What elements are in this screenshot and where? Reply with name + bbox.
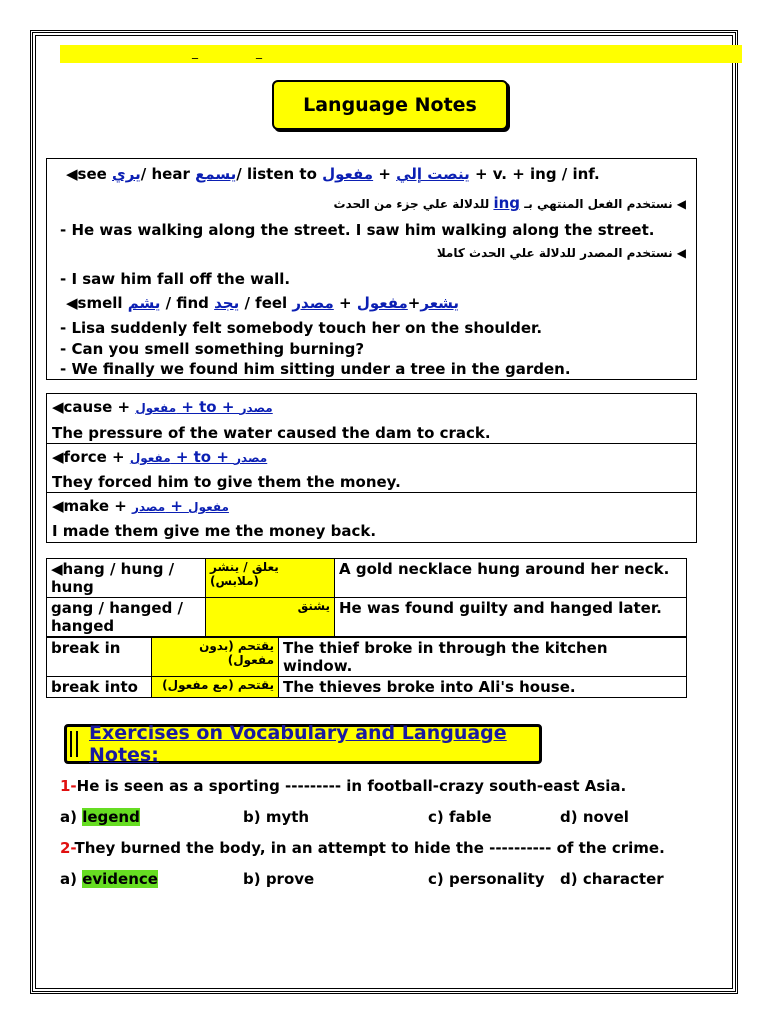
arabic-text: للدلالة علي جزء من الحدث: [333, 197, 494, 211]
question-1: [60, 777, 626, 795]
table-row: [47, 677, 687, 698]
arabic-text: يجد: [214, 294, 240, 312]
example-line: - I saw him fall off the wall.: [60, 270, 291, 288]
hang-table: [46, 558, 687, 637]
arabic-text: مصدر: [234, 451, 268, 465]
arabic-text: مفعول: [129, 451, 171, 465]
note-text: ◀force +: [52, 448, 130, 466]
note-text: ◀see: [66, 165, 113, 183]
table-row: [47, 559, 687, 598]
verb-cell: ◀hang / hung / hung: [47, 559, 206, 598]
arabic-note-line: [334, 194, 686, 213]
example-line: I made them give me the money back.: [52, 522, 377, 540]
ing-suffix: ing: [493, 194, 521, 212]
page-title: Language Notes: [272, 80, 508, 130]
note-text: / feel: [239, 294, 293, 312]
break-table: [46, 637, 687, 698]
header-strip: [60, 45, 742, 63]
note-text: ◀smell: [66, 294, 128, 312]
note-line: [52, 497, 229, 516]
meaning-cell: يشنق: [206, 598, 335, 637]
example-cell: The thief broke in through the kitchen window.: [279, 638, 687, 677]
arabic-text: ◀ نستخدم الفعل المنتهي بـ: [520, 197, 686, 211]
correct-answer: legend: [82, 808, 140, 826]
arabic-text: مصدر: [132, 500, 166, 514]
meaning-cell: يقتحم (بدون مفعول): [152, 638, 279, 677]
arabic-text: يسمع: [195, 165, 237, 183]
arabic-text: يري: [112, 165, 141, 183]
example-cell: A gold necklace hung around her neck.: [335, 559, 687, 598]
example-line: - Can you smell something burning?: [60, 340, 365, 358]
header-dash: _: [192, 45, 198, 59]
option-b[interactable]: b) prove: [243, 870, 315, 888]
arabic-text: مفعول: [135, 401, 177, 415]
note-text: + to +: [170, 448, 235, 466]
arabic-text: ينصت إلي: [396, 165, 470, 183]
example-line: - We finally we found him sitting under a tree in the garden.: [60, 360, 571, 378]
correct-answer: evidence: [82, 870, 158, 888]
arabic-text: مفعول: [322, 165, 374, 183]
verb-cell: break into: [47, 677, 152, 698]
verb-cell: break in: [47, 638, 152, 677]
question-text: He is seen as a sporting --------- in football-crazy south-east Asia.: [76, 777, 627, 795]
example-line: - He was walking along the street. I saw him walking along the street.: [60, 221, 655, 239]
note-text: + v. + ing / inf.: [469, 165, 600, 183]
note-text: / hear: [140, 165, 196, 183]
note-text: ◀cause +: [52, 398, 136, 416]
note-text: / listen to: [236, 165, 323, 183]
arabic-text: مفعول: [356, 294, 408, 312]
question-text: They burned the body, in an attempt to hide the ---------- of the crime.: [74, 839, 665, 857]
option-c[interactable]: c) fable: [428, 808, 492, 826]
option-c[interactable]: c) personality: [428, 870, 545, 888]
divider: [46, 443, 697, 444]
example-line: - Lisa suddenly felt somebody touch her on the shoulder.: [60, 319, 543, 337]
question-2: [60, 839, 665, 857]
question-number: 2-: [60, 839, 75, 857]
arabic-note-line: ◀ نستخدم المصدر للدلالة علي الحدث كاملا: [436, 246, 686, 260]
note-text: +: [333, 294, 357, 312]
example-cell: The thieves broke into Ali's house.: [279, 677, 687, 698]
meaning-cell: يقتحم (مع مفعول): [152, 677, 279, 698]
option-a[interactable]: [60, 870, 158, 888]
table-row: [47, 638, 687, 677]
arabic-text: مفعول: [188, 500, 229, 514]
note-text: +: [407, 294, 421, 312]
note-line: [52, 398, 273, 417]
arabic-text: يشعر: [420, 294, 460, 312]
option-d[interactable]: d) character: [560, 870, 664, 888]
option-d[interactable]: d) novel: [560, 808, 629, 826]
note-text: +: [165, 497, 189, 515]
note-line: [66, 165, 600, 183]
example-line: They forced him to give them the money.: [52, 473, 401, 491]
note-line: [52, 448, 267, 467]
example-line: The pressure of the water caused the dam to crack.: [52, 424, 491, 442]
exercises-heading: [64, 724, 542, 764]
arabic-text: مصدر: [292, 294, 334, 312]
banner-scroll-icon: [70, 731, 78, 757]
option-letter: a): [60, 808, 83, 826]
table-row: [47, 598, 687, 637]
note-text: +: [373, 165, 397, 183]
example-cell: He was found guilty and hanged later.: [335, 598, 687, 637]
question-number: 1-: [60, 777, 77, 795]
note-line: [66, 294, 459, 312]
note-text: + to +: [176, 398, 240, 416]
exercises-heading-text: Exercises on Vocabulary and Language Notes:: [89, 722, 507, 766]
header-dash: _: [256, 45, 262, 59]
verb-cell: gang / hanged / hanged: [47, 598, 206, 637]
option-letter: a): [60, 870, 83, 888]
note-text: / find: [160, 294, 215, 312]
option-a[interactable]: [60, 808, 140, 826]
divider: [46, 492, 697, 493]
option-b[interactable]: b) myth: [243, 808, 310, 826]
arabic-text: يشم: [127, 294, 161, 312]
arabic-text: مصدر: [239, 401, 273, 415]
meaning-cell: يعلق / ينشر (ملابس): [206, 559, 335, 598]
note-text: ◀make +: [52, 497, 133, 515]
